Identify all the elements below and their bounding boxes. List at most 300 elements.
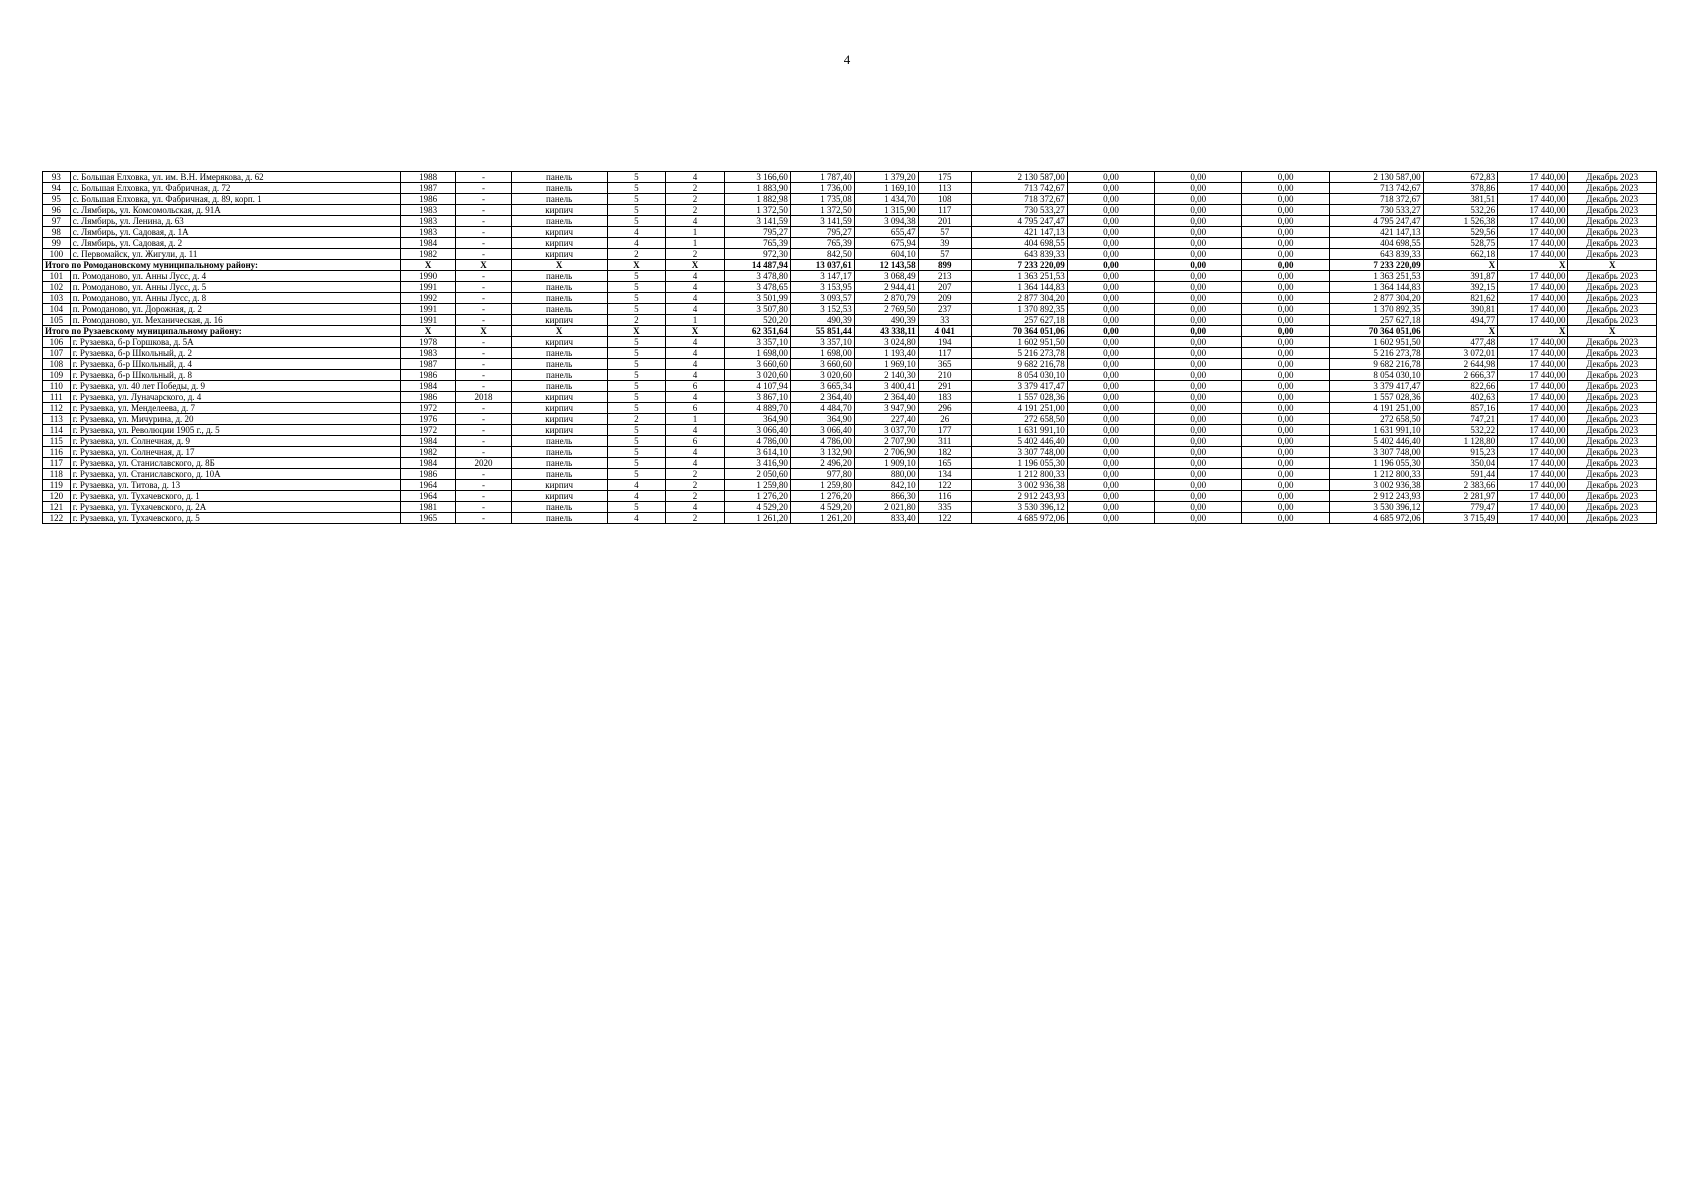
completion-date: Декабрь 2023 (1568, 359, 1657, 370)
table-row (43, 315, 1657, 326)
total-area: 364,90 (724, 414, 790, 425)
total-area: 3 478,80 (724, 271, 790, 282)
address: г. Рузаевка, ул. Тухачевского, д. 1 (70, 491, 400, 502)
floors: 4 (607, 491, 666, 502)
completion-date: Декабрь 2023 (1568, 271, 1657, 282)
cost-per-sqm: 3 072,01 (1423, 348, 1498, 359)
max-cost-per-sqm: 17 440,00 (1498, 491, 1568, 502)
max-cost-per-sqm: 17 440,00 (1498, 480, 1568, 491)
year-last-repair: - (456, 502, 511, 513)
floors: 5 (607, 370, 666, 381)
cost-regional: 0,00 (1155, 425, 1242, 436)
cost-regional: 0,00 (1155, 238, 1242, 249)
row-number: 94 (43, 183, 71, 194)
total-area: 3 867,10 (724, 392, 790, 403)
year-last-repair: 2020 (456, 458, 511, 469)
cost-municipal: 0,00 (1242, 260, 1329, 271)
completion-date: Х (1568, 326, 1657, 337)
cost-total: 5 216 273,78 (971, 348, 1067, 359)
cost-municipal: 0,00 (1242, 381, 1329, 392)
cost-regional: 0,00 (1155, 183, 1242, 194)
table-row (43, 392, 1657, 403)
cost-per-sqm: 747,21 (1423, 414, 1498, 425)
year-built: 1983 (400, 227, 455, 238)
cost-per-sqm: 1 526,38 (1423, 216, 1498, 227)
year-last-repair: - (456, 271, 511, 282)
floors: 4 (607, 513, 666, 524)
cost-regional: 0,00 (1155, 480, 1242, 491)
address: с. Большая Елховка, ул. им. В.Н. Имерякова, д. 62 (70, 172, 400, 183)
year-built: 1984 (400, 458, 455, 469)
completion-date: Декабрь 2023 (1568, 502, 1657, 513)
cost-regional: 0,00 (1155, 216, 1242, 227)
row-number: 120 (43, 491, 71, 502)
cost-owners: 1 364 144,83 (1329, 282, 1423, 293)
year-last-repair: - (456, 469, 511, 480)
floors: 5 (607, 392, 666, 403)
living-area: 3 665,34 (790, 381, 854, 392)
total-area: 765,39 (724, 238, 790, 249)
cost-total: 9 682 216,78 (971, 359, 1067, 370)
year-built: 1986 (400, 194, 455, 205)
cost-per-sqm: Х (1423, 326, 1498, 337)
register-body (43, 172, 1657, 524)
max-cost-per-sqm: 17 440,00 (1498, 513, 1568, 524)
cost-regional: 0,00 (1155, 392, 1242, 403)
address: г. Рузаевка, ул. Луначарского, д. 4 (70, 392, 400, 403)
year-built: 1991 (400, 304, 455, 315)
cost-federal: 0,00 (1067, 414, 1154, 425)
year-built: 1984 (400, 238, 455, 249)
completion-date: Декабрь 2023 (1568, 183, 1657, 194)
completion-date: Декабрь 2023 (1568, 315, 1657, 326)
cost-per-sqm: 857,16 (1423, 403, 1498, 414)
total-area: 1 261,20 (724, 513, 790, 524)
living-area: 3 093,57 (790, 293, 854, 304)
total-area: 3 066,40 (724, 425, 790, 436)
cost-federal: 0,00 (1067, 513, 1154, 524)
total-area: 14 487,94 (724, 260, 790, 271)
year-last-repair: - (456, 414, 511, 425)
address: с. Первомайск, ул. Жигули, д. 11 (70, 249, 400, 260)
max-cost-per-sqm: 17 440,00 (1498, 293, 1568, 304)
cost-municipal: 0,00 (1242, 447, 1329, 458)
table-row (43, 491, 1657, 502)
max-cost-per-sqm: 17 440,00 (1498, 249, 1568, 260)
floors: 5 (607, 502, 666, 513)
cost-regional: 0,00 (1155, 502, 1242, 513)
residents: 113 (918, 183, 971, 194)
cost-owners: 5 216 273,78 (1329, 348, 1423, 359)
entrances: Х (666, 260, 725, 271)
max-cost-per-sqm: Х (1498, 260, 1568, 271)
cost-municipal: 0,00 (1242, 469, 1329, 480)
max-cost-per-sqm: 17 440,00 (1498, 304, 1568, 315)
address: г. Рузаевка, ул. Тухачевского, д. 2А (70, 502, 400, 513)
cost-municipal: 0,00 (1242, 326, 1329, 337)
year-last-repair: - (456, 172, 511, 183)
living-area: 4 484,70 (790, 403, 854, 414)
cost-regional: 0,00 (1155, 414, 1242, 425)
address: п. Ромоданово, ул. Анны Лусс, д. 8 (70, 293, 400, 304)
cost-federal: 0,00 (1067, 260, 1154, 271)
total-area: 3 141,59 (724, 216, 790, 227)
subtotal-row (43, 326, 1657, 337)
residents: 237 (918, 304, 971, 315)
wall-material: панель (511, 359, 607, 370)
living-area: 1 787,40 (790, 172, 854, 183)
wall-material: кирпич (511, 337, 607, 348)
max-cost-per-sqm: 17 440,00 (1498, 447, 1568, 458)
residential-area: 2 706,90 (854, 447, 918, 458)
total-area: 795,27 (724, 227, 790, 238)
wall-material: Х (511, 260, 607, 271)
residents: 4 041 (918, 326, 971, 337)
total-area: 3 478,65 (724, 282, 790, 293)
year-built: 1983 (400, 216, 455, 227)
table-row (43, 227, 1657, 238)
total-area: 1 883,90 (724, 183, 790, 194)
cost-municipal: 0,00 (1242, 282, 1329, 293)
cost-federal: 0,00 (1067, 491, 1154, 502)
cost-federal: 0,00 (1067, 348, 1154, 359)
residents: 291 (918, 381, 971, 392)
cost-federal: 0,00 (1067, 216, 1154, 227)
residential-area: 3 037,70 (854, 425, 918, 436)
wall-material: Х (511, 326, 607, 337)
year-last-repair: - (456, 491, 511, 502)
living-area: 3 660,60 (790, 359, 854, 370)
entrances: 4 (666, 337, 725, 348)
year-built: 1990 (400, 271, 455, 282)
residential-area: 3 068,49 (854, 271, 918, 282)
residents: 57 (918, 249, 971, 260)
cost-total: 2 130 587,00 (971, 172, 1067, 183)
table-row (43, 194, 1657, 205)
cost-total: 1 212 800,33 (971, 469, 1067, 480)
residential-area: 1 315,90 (854, 205, 918, 216)
total-area: 3 507,80 (724, 304, 790, 315)
year-last-repair: - (456, 381, 511, 392)
year-built: 1991 (400, 315, 455, 326)
residents: 165 (918, 458, 971, 469)
year-last-repair: - (456, 282, 511, 293)
cost-municipal: 0,00 (1242, 216, 1329, 227)
year-built: Х (400, 326, 455, 337)
entrances: 2 (666, 513, 725, 524)
address: г. Рузаевка, ул. 40 лет Победы, д. 9 (70, 381, 400, 392)
living-area: 3 147,17 (790, 271, 854, 282)
floors: 5 (607, 381, 666, 392)
wall-material: панель (511, 502, 607, 513)
completion-date: Декабрь 2023 (1568, 491, 1657, 502)
cost-regional: 0,00 (1155, 469, 1242, 480)
cost-total: 3 530 396,12 (971, 502, 1067, 513)
completion-date: Декабрь 2023 (1568, 348, 1657, 359)
living-area: 3 357,10 (790, 337, 854, 348)
year-built: 1976 (400, 414, 455, 425)
residents: 122 (918, 480, 971, 491)
entrances: 4 (666, 359, 725, 370)
residents: 26 (918, 414, 971, 425)
max-cost-per-sqm: 17 440,00 (1498, 392, 1568, 403)
cost-owners: 1 557 028,36 (1329, 392, 1423, 403)
total-area: 3 501,99 (724, 293, 790, 304)
cost-total: 4 191 251,00 (971, 403, 1067, 414)
page-number: 4 (843, 52, 851, 67)
cost-total: 1 631 991,10 (971, 425, 1067, 436)
residential-area: 866,30 (854, 491, 918, 502)
cost-municipal: 0,00 (1242, 194, 1329, 205)
residential-area: 2 364,40 (854, 392, 918, 403)
cost-total: 643 839,33 (971, 249, 1067, 260)
address: г. Рузаевка, б-р Школьный, д. 2 (70, 348, 400, 359)
cost-per-sqm: 402,63 (1423, 392, 1498, 403)
row-number: 105 (43, 315, 71, 326)
entrances: 4 (666, 370, 725, 381)
completion-date: Декабрь 2023 (1568, 249, 1657, 260)
address: с. Большая Елховка, ул. Фабричная, д. 89, корп. 1 (70, 194, 400, 205)
cost-regional: 0,00 (1155, 172, 1242, 183)
cost-total: 8 054 030,10 (971, 370, 1067, 381)
wall-material: кирпич (511, 315, 607, 326)
entrances: 4 (666, 216, 725, 227)
total-area: 4 786,00 (724, 436, 790, 447)
living-area: 3 152,53 (790, 304, 854, 315)
subtotal-label: Итого по Рузаевскому муниципальному району: (43, 326, 401, 337)
cost-total: 2 877 304,20 (971, 293, 1067, 304)
floors: 2 (607, 315, 666, 326)
cost-municipal: 0,00 (1242, 436, 1329, 447)
cost-owners: 713 742,67 (1329, 183, 1423, 194)
address: п. Ромоданово, ул. Анны Лусс, д. 5 (70, 282, 400, 293)
cost-federal: 0,00 (1067, 370, 1154, 381)
cost-total: 5 402 446,40 (971, 436, 1067, 447)
cost-per-sqm: 2 281,97 (1423, 491, 1498, 502)
row-number: 118 (43, 469, 71, 480)
entrances: 6 (666, 381, 725, 392)
row-number: 95 (43, 194, 71, 205)
row-number: 114 (43, 425, 71, 436)
residential-area: 833,40 (854, 513, 918, 524)
wall-material: панель (511, 348, 607, 359)
cost-regional: 0,00 (1155, 381, 1242, 392)
cost-total: 3 002 936,38 (971, 480, 1067, 491)
floors: 4 (607, 480, 666, 491)
row-number: 122 (43, 513, 71, 524)
cost-per-sqm: 532,22 (1423, 425, 1498, 436)
address: п. Ромоданово, ул. Механическая, д. 16 (70, 315, 400, 326)
entrances: 4 (666, 348, 725, 359)
max-cost-per-sqm: 17 440,00 (1498, 502, 1568, 513)
total-area: 3 166,60 (724, 172, 790, 183)
residential-area: 604,10 (854, 249, 918, 260)
living-area: 3 132,90 (790, 447, 854, 458)
residents: 209 (918, 293, 971, 304)
residential-area: 3 024,80 (854, 337, 918, 348)
cost-per-sqm: 381,51 (1423, 194, 1498, 205)
entrances: 2 (666, 480, 725, 491)
cost-municipal: 0,00 (1242, 205, 1329, 216)
cost-federal: 0,00 (1067, 392, 1154, 403)
cost-owners: 1 196 055,30 (1329, 458, 1423, 469)
year-last-repair: - (456, 370, 511, 381)
address: п. Ромоданово, ул. Анны Лусс, д. 4 (70, 271, 400, 282)
cost-owners: 3 530 396,12 (1329, 502, 1423, 513)
living-area: 4 786,00 (790, 436, 854, 447)
floors: 5 (607, 337, 666, 348)
cost-owners: 4 685 972,06 (1329, 513, 1423, 524)
living-area: 1 372,50 (790, 205, 854, 216)
residential-area: 227,40 (854, 414, 918, 425)
cost-owners: 1 370 892,35 (1329, 304, 1423, 315)
completion-date: Декабрь 2023 (1568, 172, 1657, 183)
total-area: 1 698,00 (724, 348, 790, 359)
subtotal-label: Итого по Ромодановскому муниципальному району: (43, 260, 401, 271)
residents: 122 (918, 513, 971, 524)
entrances: 1 (666, 238, 725, 249)
row-number: 96 (43, 205, 71, 216)
total-area: 4 889,70 (724, 403, 790, 414)
cost-per-sqm: 391,87 (1423, 271, 1498, 282)
table-row (43, 337, 1657, 348)
wall-material: кирпич (511, 238, 607, 249)
completion-date: Декабрь 2023 (1568, 282, 1657, 293)
housing-register-table (42, 171, 1657, 524)
table-row (43, 502, 1657, 513)
cost-regional: 0,00 (1155, 227, 1242, 238)
max-cost-per-sqm: 17 440,00 (1498, 370, 1568, 381)
year-last-repair: - (456, 403, 511, 414)
cost-per-sqm: 392,15 (1423, 282, 1498, 293)
total-area: 1 372,50 (724, 205, 790, 216)
cost-owners: 5 402 446,40 (1329, 436, 1423, 447)
cost-municipal: 0,00 (1242, 359, 1329, 370)
wall-material: кирпич (511, 205, 607, 216)
cost-regional: 0,00 (1155, 513, 1242, 524)
cost-owners: 7 233 220,09 (1329, 260, 1423, 271)
cost-regional: 0,00 (1155, 403, 1242, 414)
year-built: 1988 (400, 172, 455, 183)
table-row (43, 216, 1657, 227)
max-cost-per-sqm: 17 440,00 (1498, 425, 1568, 436)
year-built: 1983 (400, 205, 455, 216)
living-area: 1 261,20 (790, 513, 854, 524)
year-built: 1984 (400, 381, 455, 392)
entrances: 2 (666, 249, 725, 260)
wall-material: панель (511, 304, 607, 315)
address: с. Лямбирь, ул. Садовая, д. 1А (70, 227, 400, 238)
living-area: 977,80 (790, 469, 854, 480)
residential-area: 842,10 (854, 480, 918, 491)
cost-per-sqm: 532,26 (1423, 205, 1498, 216)
cost-per-sqm: Х (1423, 260, 1498, 271)
cost-municipal: 0,00 (1242, 337, 1329, 348)
cost-owners: 3 002 936,38 (1329, 480, 1423, 491)
address: с. Большая Елховка, ул. Фабричная, д. 72 (70, 183, 400, 194)
total-area: 3 614,10 (724, 447, 790, 458)
table-row (43, 348, 1657, 359)
subtotal-row (43, 260, 1657, 271)
residential-area: 2 707,90 (854, 436, 918, 447)
cost-per-sqm: 822,66 (1423, 381, 1498, 392)
total-area: 1 259,80 (724, 480, 790, 491)
address: г. Рузаевка, ул. Станиславского, д. 10А (70, 469, 400, 480)
total-area: 1 882,98 (724, 194, 790, 205)
cost-regional: 0,00 (1155, 271, 1242, 282)
entrances: 4 (666, 282, 725, 293)
cost-federal: 0,00 (1067, 249, 1154, 260)
cost-owners: 1 363 251,53 (1329, 271, 1423, 282)
residents: 899 (918, 260, 971, 271)
table-row (43, 436, 1657, 447)
residential-area: 2 140,30 (854, 370, 918, 381)
max-cost-per-sqm: 17 440,00 (1498, 183, 1568, 194)
address: г. Рузаевка, ул. Солнечная, д. 9 (70, 436, 400, 447)
row-number: 104 (43, 304, 71, 315)
year-built: 1978 (400, 337, 455, 348)
year-last-repair: - (456, 205, 511, 216)
living-area: 3 066,40 (790, 425, 854, 436)
living-area: 3 020,60 (790, 370, 854, 381)
cost-municipal: 0,00 (1242, 370, 1329, 381)
residents: 177 (918, 425, 971, 436)
entrances: 6 (666, 403, 725, 414)
row-number: 117 (43, 458, 71, 469)
cost-regional: 0,00 (1155, 282, 1242, 293)
year-built: 1986 (400, 469, 455, 480)
max-cost-per-sqm: 17 440,00 (1498, 172, 1568, 183)
table-row (43, 183, 1657, 194)
residential-area: 1 969,10 (854, 359, 918, 370)
cost-per-sqm: 2 666,37 (1423, 370, 1498, 381)
cost-federal: 0,00 (1067, 315, 1154, 326)
living-area: 1 698,00 (790, 348, 854, 359)
cost-municipal: 0,00 (1242, 414, 1329, 425)
entrances: 1 (666, 414, 725, 425)
cost-owners: 404 698,55 (1329, 238, 1423, 249)
table-row (43, 271, 1657, 282)
max-cost-per-sqm: 17 440,00 (1498, 315, 1568, 326)
cost-municipal: 0,00 (1242, 513, 1329, 524)
table-row (43, 469, 1657, 480)
cost-federal: 0,00 (1067, 271, 1154, 282)
cost-total: 272 658,50 (971, 414, 1067, 425)
completion-date: Декабрь 2023 (1568, 304, 1657, 315)
address: г. Рузаевка, ул. Станиславского, д. 8Б (70, 458, 400, 469)
wall-material: панель (511, 183, 607, 194)
cost-total: 730 533,27 (971, 205, 1067, 216)
cost-per-sqm: 672,83 (1423, 172, 1498, 183)
row-number: 102 (43, 282, 71, 293)
row-number: 98 (43, 227, 71, 238)
completion-date: Декабрь 2023 (1568, 513, 1657, 524)
floors: 5 (607, 436, 666, 447)
cost-total: 1 557 028,36 (971, 392, 1067, 403)
cost-owners: 718 372,67 (1329, 194, 1423, 205)
cost-regional: 0,00 (1155, 337, 1242, 348)
living-area: 2 496,20 (790, 458, 854, 469)
address: г. Рузаевка, б-р Школьный, д. 8 (70, 370, 400, 381)
living-area: 4 529,20 (790, 502, 854, 513)
year-last-repair: - (456, 238, 511, 249)
cost-total: 1 363 251,53 (971, 271, 1067, 282)
floors: 5 (607, 293, 666, 304)
year-last-repair: Х (456, 326, 511, 337)
max-cost-per-sqm: 17 440,00 (1498, 271, 1568, 282)
row-number: 106 (43, 337, 71, 348)
completion-date: Декабрь 2023 (1568, 227, 1657, 238)
